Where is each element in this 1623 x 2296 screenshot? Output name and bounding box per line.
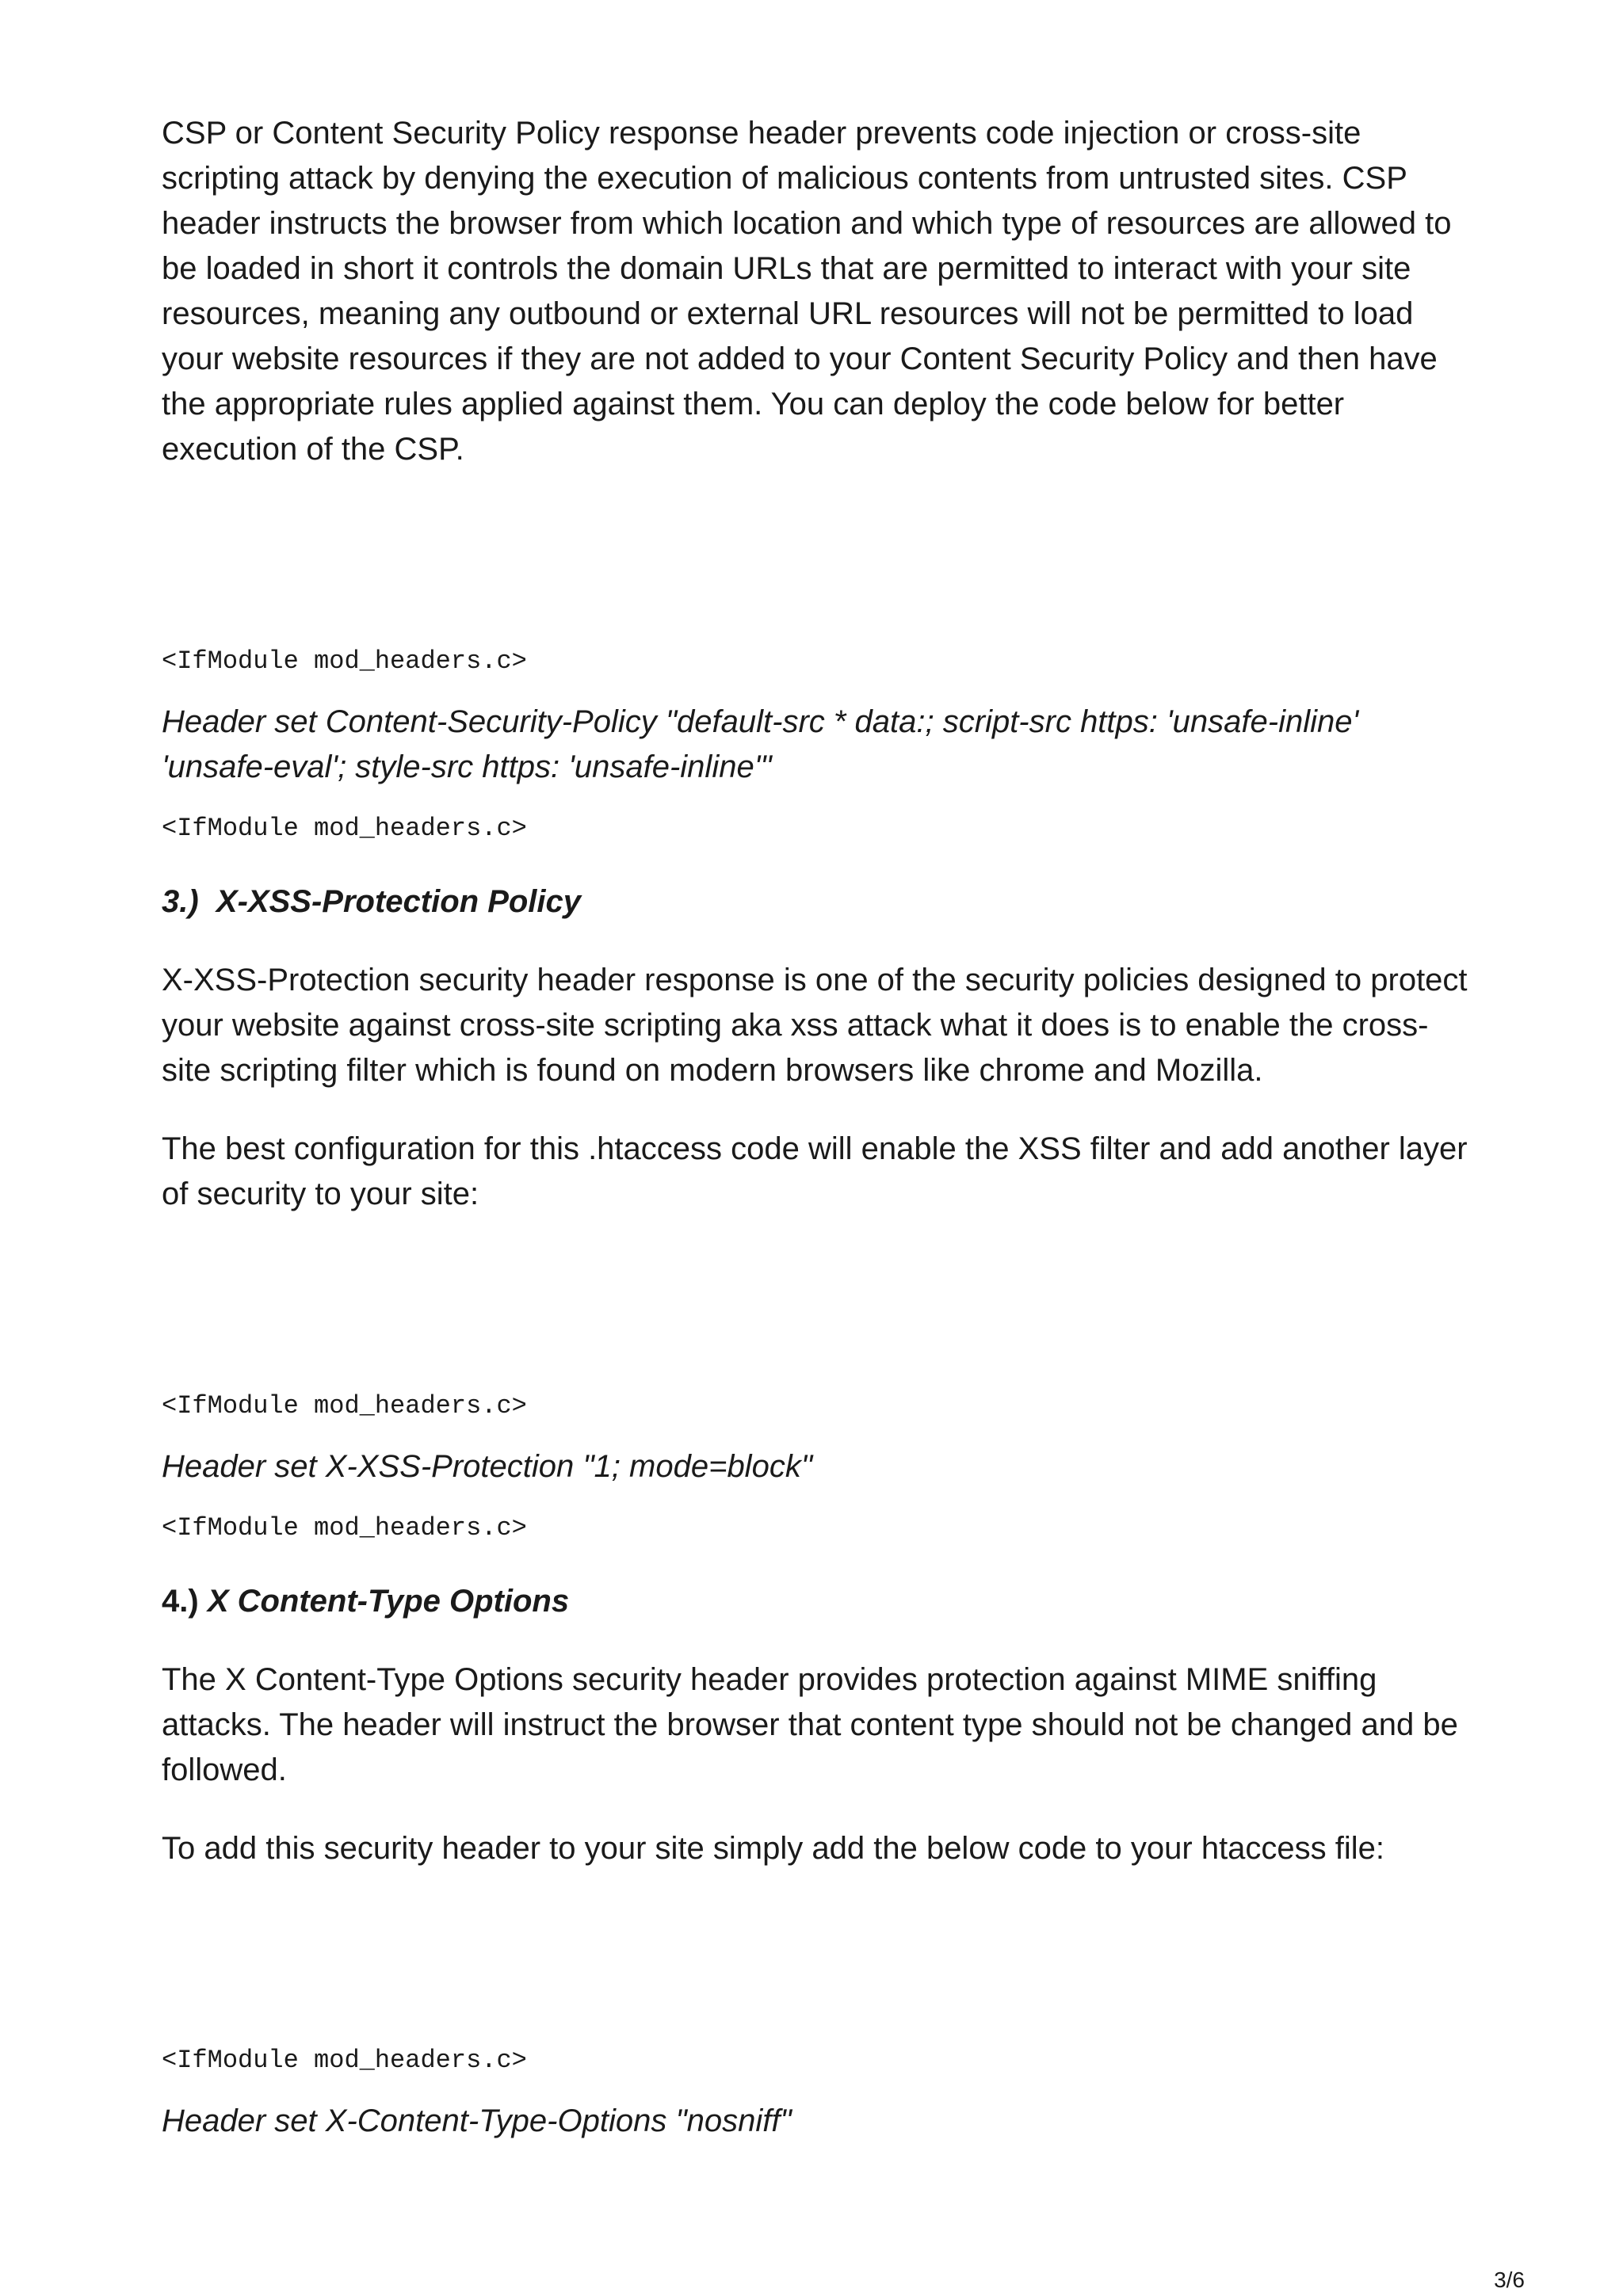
section-4-heading <box>162 1579 1477 1624</box>
section-3-heading <box>162 879 1477 925</box>
section-4-paragraph-2: To add this security header to your site simply add the below code to your htaccess file: <box>162 1831 1385 1866</box>
section-3-title: X-XSS-Protection Policy <box>216 884 582 919</box>
xss-code-close-tag: <IfModule mod_headers.c> <box>162 1513 527 1543</box>
document-body <box>162 111 1477 2144</box>
csp-code-close-tag: <IfModule mod_headers.c> <box>162 814 527 843</box>
xss-code-open-tag: <IfModule mod_headers.c> <box>162 1391 527 1421</box>
section-4-title: X Content-Type Options <box>207 1584 570 1619</box>
section-4-number: 4.) <box>162 1584 199 1619</box>
nosniff-code-open-tag: <IfModule mod_headers.c> <box>162 2046 527 2075</box>
xss-code-directive: Header set X-XSS-Protection "1; mode=block" <box>162 1449 813 1484</box>
csp-code-directive: Header set Content-Security-Policy "default-src * data:; script-src https: 'unsafe-inline' 'unsafe-eval'; style-src https: 'unsafe-inline'" <box>162 704 1359 784</box>
section-3-paragraph-2: The best configuration for this .htaccess code will enable the XSS filter and add another layer of security to your site: <box>162 1131 1468 1211</box>
page-number: 3/6 <box>1494 2267 1525 2292</box>
csp-intro-paragraph: CSP or Content Security Policy response header prevents code injection or cross-site scripting attack by denying the execution of malicious contents from untrusted sites. CSP header instructs the browser from which location and which type of resources are allowed to be loaded in short it controls the domain URLs that are permitted to interact with your site resources, meaning any outbound or external URL resources will not be permitted to load your website resources if they are not added to your Content Security Policy and then have the appropriate rules applied against them. You can deploy the code below for better execution of the CSP. <box>162 116 1452 467</box>
nosniff-code-directive: Header set X-Content-Type-Options "nosniff" <box>162 2103 792 2138</box>
spacer <box>162 472 1477 639</box>
section-4-paragraph-1: The X Content-Type Options security header provides protection against MIME sniffing attacks. The header will instruct the browser that content type should not be changed and be followed. <box>162 1662 1458 1787</box>
csp-code-open-tag: <IfModule mod_headers.c> <box>162 646 527 676</box>
section-3-number: 3.) <box>162 884 199 919</box>
section-3-paragraph-1: X-XSS-Protection security header response is one of the security policies designed to protect your website against cross-site scripting aka xss attack what it does is to enable the cross-site scripting filter which is found on modern browsers like chrome and Mozilla. <box>162 963 1468 1088</box>
